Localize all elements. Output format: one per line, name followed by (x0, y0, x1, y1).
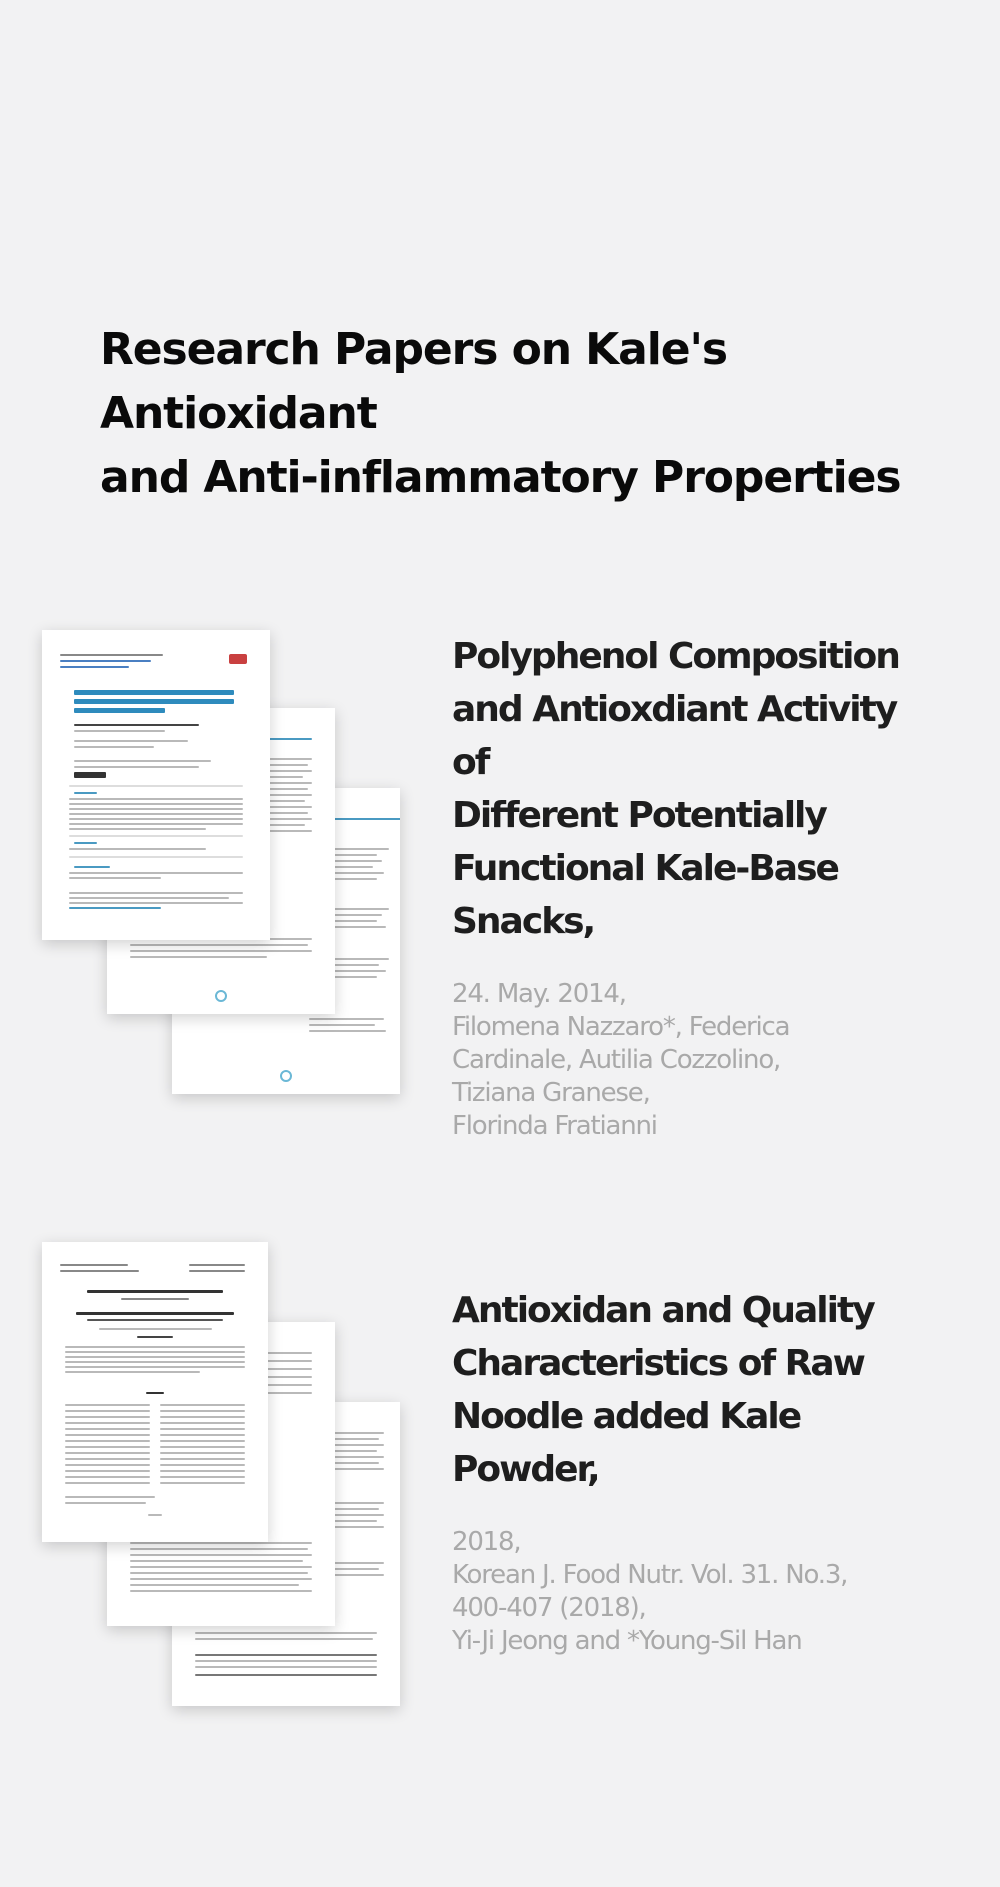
paper-title-line: Powder, (452, 1449, 599, 1490)
paper-authors-line: Tiziana Granese, (452, 1078, 650, 1108)
paper-meta (452, 1526, 922, 1658)
paper-title[interactable] (452, 1284, 922, 1496)
page-title-line: and Anti-inflammatory Properties (100, 452, 901, 503)
paper-journal-line: 400-407 (2018), (452, 1593, 646, 1623)
paper-title-line: Functional Kale-Base (452, 848, 838, 889)
paper-thumbnail-stack[interactable] (0, 1242, 420, 1722)
paper-info (452, 630, 922, 1143)
paper-title[interactable] (452, 630, 922, 948)
paper-info (452, 1284, 922, 1658)
paper-title-line: Antioxidan and Quality (452, 1290, 874, 1331)
paper-meta (452, 978, 922, 1143)
paper-title-line: Noodle added Kale (452, 1396, 801, 1437)
paper-journal-line: Korean J. Food Nutr. Vol. 31. No.3, (452, 1560, 848, 1590)
paper-page-thumbnail (42, 1242, 268, 1542)
paper-date: 2018, (452, 1527, 521, 1557)
paper-authors-line: Yi-Ji Jeong and *Young-Sil Han (452, 1626, 802, 1656)
paper-date: 24. May. 2014, (452, 979, 626, 1009)
paper-page-thumbnail (42, 630, 270, 940)
page-title (100, 318, 920, 510)
paper-authors-line: Filomena Nazzaro*, Federica (452, 1012, 790, 1042)
paper-title-line: Snacks, (452, 901, 595, 942)
paper-authors-line: Cardinale, Autilia Cozzolino, (452, 1045, 781, 1075)
paper-thumbnail-stack[interactable] (0, 630, 420, 1110)
page-title-line: Research Papers on Kale's Antioxidant (100, 324, 727, 439)
paper-title-line: and Antioxdiant Activity of (452, 689, 897, 783)
paper-authors-line: Florinda Fratianni (452, 1111, 657, 1141)
paper-title-line: Polyphenol Composition (452, 636, 899, 677)
paper-title-line: Characteristics of Raw (452, 1343, 864, 1384)
paper-title-line: Different Potentially (452, 795, 826, 836)
